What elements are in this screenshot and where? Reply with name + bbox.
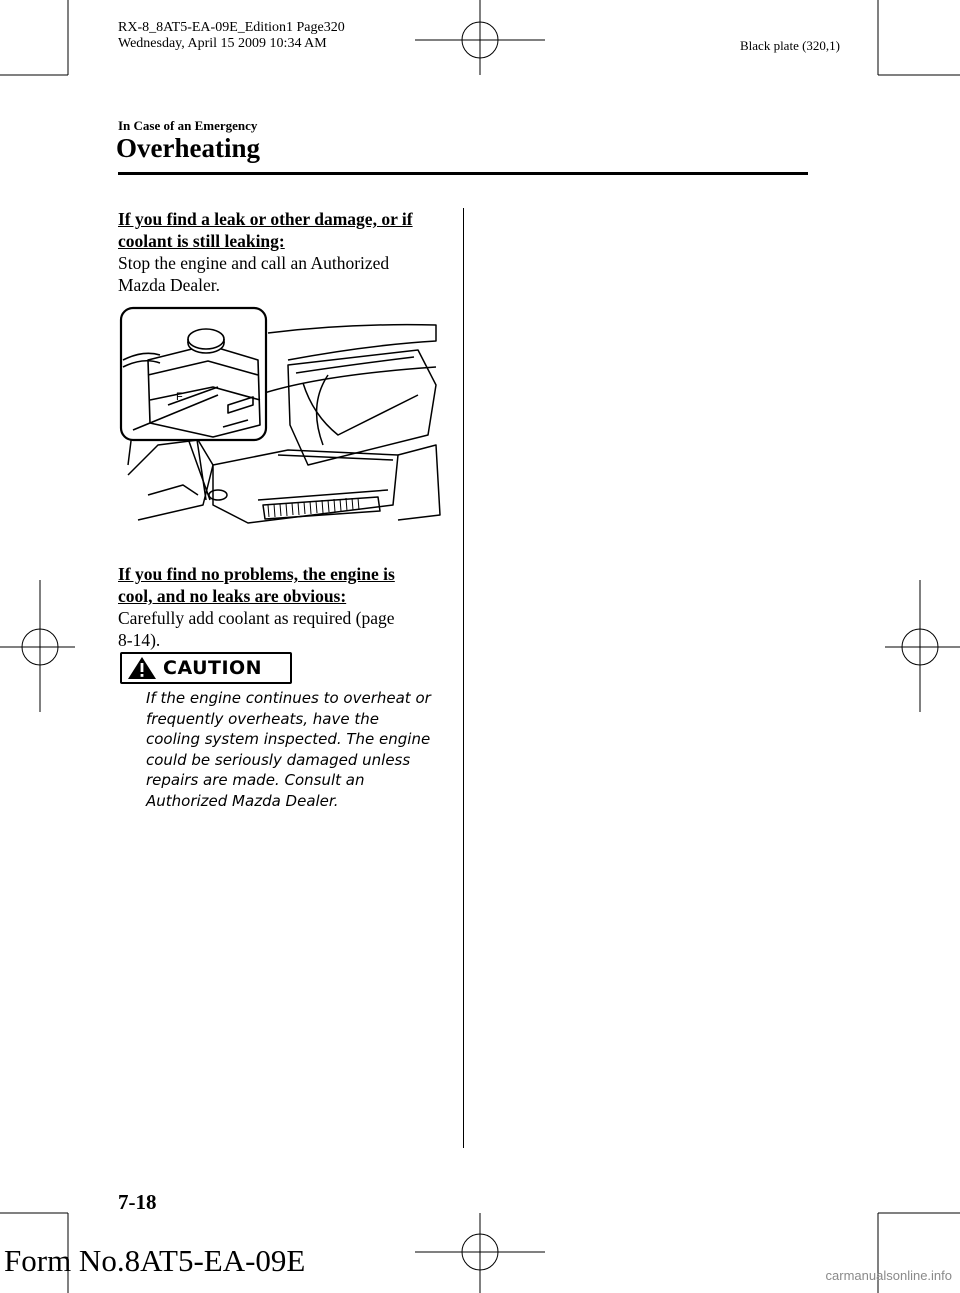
plate-label: Black plate (320,1) [740,38,840,53]
print-file-line: RX-8_8AT5-EA-09E_Edition1 Page320 [118,20,345,35]
section-label: In Case of an Emergency [118,118,258,133]
page-title: Overheating [116,133,260,163]
no-problem-heading: If you find no problems, the engine is cool, and no leaks are obvious: [118,564,395,606]
caution-text: If the engine continues to overheat or frequently overheats, have the cooling system inspected. The engine could be seriously damaged unless repairs are made. Consult an Authorized Mazda Dealer. [146,689,431,810]
page-number: 7-18 [118,1190,157,1214]
form-number: Form No.8AT5-EA-09E [4,1243,306,1278]
no-problem-block [118,563,448,651]
leak-found-block [118,208,448,296]
caution-label: CAUTION [163,657,263,679]
title-rule [118,172,808,175]
no-problem-body: Carefully add coolant as required (page 8-14). [118,608,395,650]
leak-found-body: Stop the engine and call an Authorized Mazda Dealer. [118,253,390,295]
watermark: carmanualsonline.info [825,1268,952,1283]
leak-found-heading: If you find a leak or other damage, or if coolant is still leaking: [118,209,413,251]
print-date-line: Wednesday, April 15 2009 10:34 AM [118,36,327,51]
warning-triangle-icon [127,656,157,680]
print-metadata [118,20,345,52]
engine-bay-illustration [118,305,448,530]
level-mark-label: F [176,391,183,403]
caution-badge [120,652,292,684]
column-divider [463,208,464,1148]
